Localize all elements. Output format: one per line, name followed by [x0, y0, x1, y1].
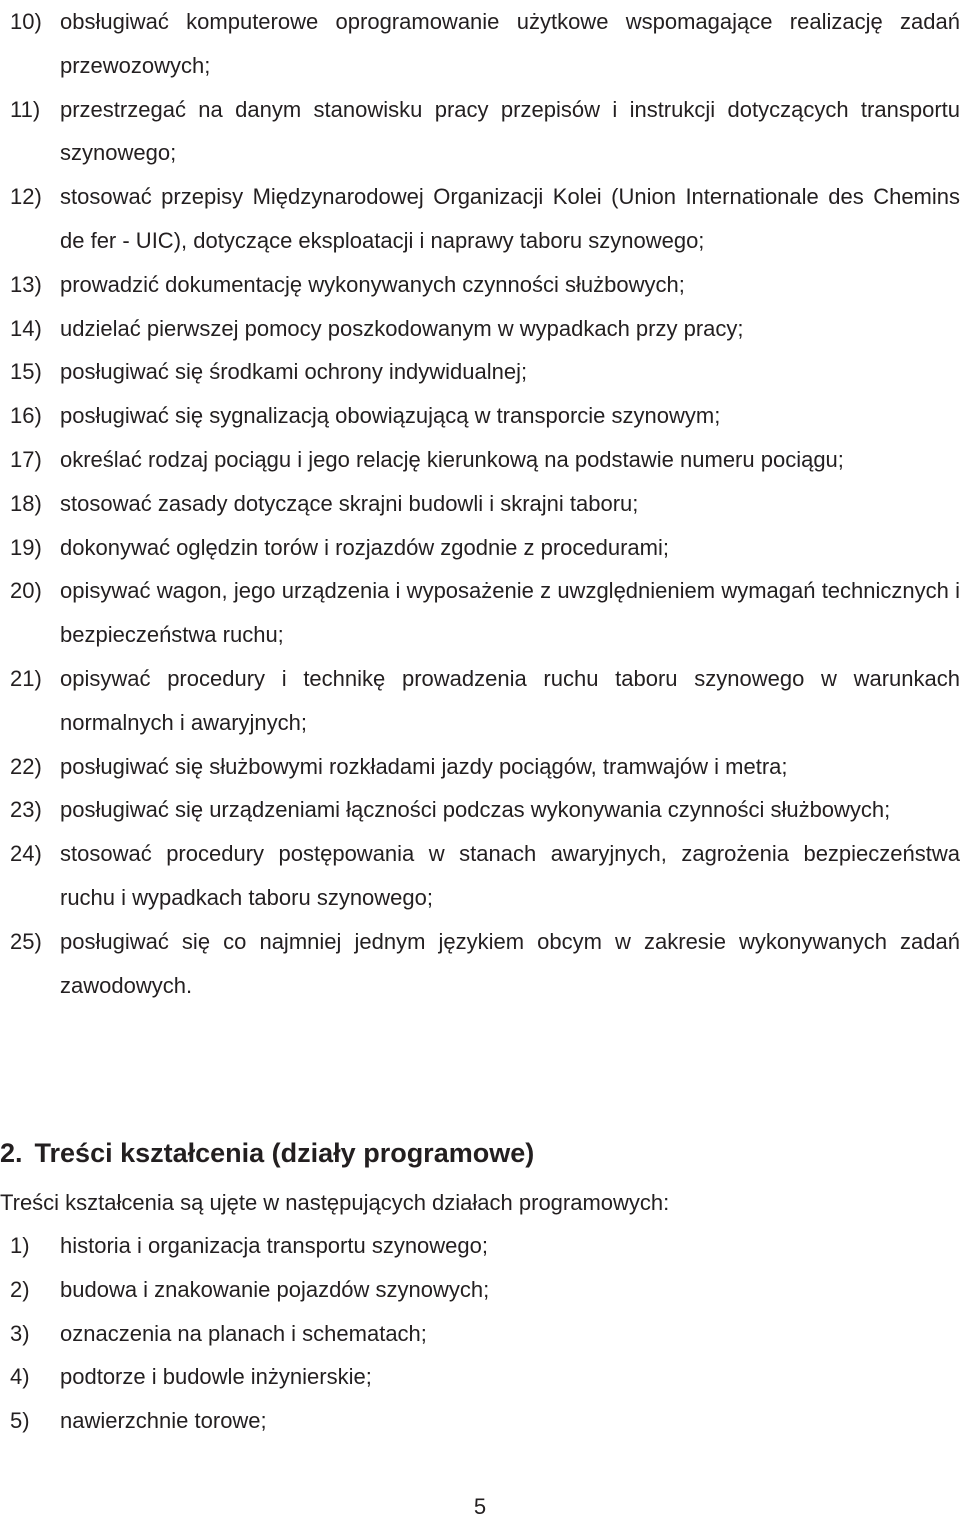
list-item [10, 788, 960, 832]
list-item [10, 438, 960, 482]
item-text: podtorze i budowle inżynierskie; [60, 1364, 372, 1390]
item-text: obsługiwać komputerowe oprogramowanie użytkowe wspomagające realizację zadań przewozowych; [60, 9, 960, 78]
item-text: opisywać wagon, jego urządzenia i wyposażenie z uwzględnieniem wymagań technicznych i bezpieczeństwa ruchu; [60, 578, 960, 648]
item-number: 11) [10, 96, 41, 122]
list-item [10, 920, 960, 1008]
list-item [10, 1399, 960, 1443]
list-item [10, 88, 960, 176]
item-number: 19) [10, 534, 42, 560]
list-item [10, 394, 960, 438]
list-item [10, 832, 960, 920]
list-item [10, 0, 960, 88]
item-number: 16) [10, 403, 42, 429]
skills-list [10, 0, 960, 1007]
item-number: 10) [10, 9, 42, 34]
item-number: 18) [10, 490, 42, 516]
item-text: stosować zasady dotyczące skrajni budowli i skrajni taboru; [60, 490, 639, 516]
item-text: udzielać pierwszej pomocy poszkodowanym w wypadkach przy pracy; [60, 315, 744, 341]
item-number: 1) [10, 1233, 30, 1258]
item-number: 25) [10, 928, 42, 954]
item-number: 17) [10, 446, 42, 472]
list-item [10, 745, 960, 789]
item-text: budowa i znakowanie pojazdów szynowych; [60, 1276, 490, 1302]
item-number: 23) [10, 797, 42, 823]
item-text: przestrzegać na danym stanowisku pracy przepisów i instrukcji dotyczących transportu szynowego; [60, 96, 960, 166]
item-number: 22) [10, 753, 42, 779]
item-number: 3) [10, 1320, 30, 1346]
page-number: 5 [473, 1494, 487, 1519]
item-text: nawierzchnie torowe; [60, 1408, 267, 1434]
list-item [10, 263, 960, 307]
item-number: 21) [10, 665, 42, 691]
list-item [10, 1224, 960, 1268]
item-text: posługiwać się służbowymi rozkładami jazdy pociągów, tramwajów i metra; [60, 753, 788, 779]
list-item [10, 526, 960, 570]
list-item [10, 1268, 960, 1312]
item-text: posługiwać się środkami ochrony indywidualnej; [60, 359, 528, 385]
item-text: posługiwać się sygnalizacją obowiązującą w transporcie szynowym; [60, 403, 721, 429]
item-text: dokonywać oględzin torów i rozjazdów zgodnie z procedurami; [60, 534, 669, 560]
list-item [10, 175, 960, 263]
item-number: 20) [10, 578, 42, 604]
item-text: posługiwać się co najmniej jednym językiem obcym w zakresie wykonywanych zadań zawodowych. [60, 928, 960, 998]
item-number: 15) [10, 359, 42, 385]
item-text: historia i organizacja transportu szynowego; [60, 1233, 489, 1258]
item-text: opisywać procedury i technikę prowadzenia ruchu taboru szynowego w warunkach normalnych i awaryjnych; [60, 665, 960, 735]
section-number: 2. [0, 1138, 23, 1168]
item-text: prowadzić dokumentację wykonywanych czynności służbowych; [60, 271, 685, 297]
item-number: 24) [10, 841, 42, 867]
section-heading [0, 1131, 534, 1175]
item-number: 5) [10, 1408, 30, 1434]
item-text: stosować procedury postępowania w stanach awaryjnych, zagrożenia bezpieczeństwa ruchu i wypadkach taboru szynowego; [60, 841, 960, 910]
program-sections-list [10, 1224, 960, 1443]
item-text: oznaczenia na planach i schematach; [60, 1320, 427, 1346]
section-title: Treści kształcenia (działy programowe) [34, 1138, 535, 1168]
item-text: posługiwać się urządzeniami łączności podczas wykonywania czynności służbowych; [60, 797, 891, 823]
item-number: 4) [10, 1364, 30, 1390]
list-item [10, 307, 960, 351]
section-intro: Treści kształcenia są ujęte w następujących działach programowych: [0, 1190, 670, 1215]
list-item [10, 350, 960, 394]
list-item [10, 657, 960, 745]
list-item [10, 569, 960, 657]
item-number: 2) [10, 1276, 30, 1302]
item-number: 14) [10, 315, 42, 341]
list-item [10, 1355, 960, 1399]
item-number: 13) [10, 271, 42, 297]
item-text: stosować przepisy Międzynarodowej Organizacji Kolei (Union Internationale des Chemins de fer - UIC), dotyczące eksploatacji i naprawy taboru szynowego; [60, 184, 960, 253]
list-item [10, 1312, 960, 1356]
list-item [10, 482, 960, 526]
item-text: określać rodzaj pociągu i jego relację kierunkową na podstawie numeru pociągu; [60, 446, 844, 472]
item-number: 12) [10, 184, 42, 210]
